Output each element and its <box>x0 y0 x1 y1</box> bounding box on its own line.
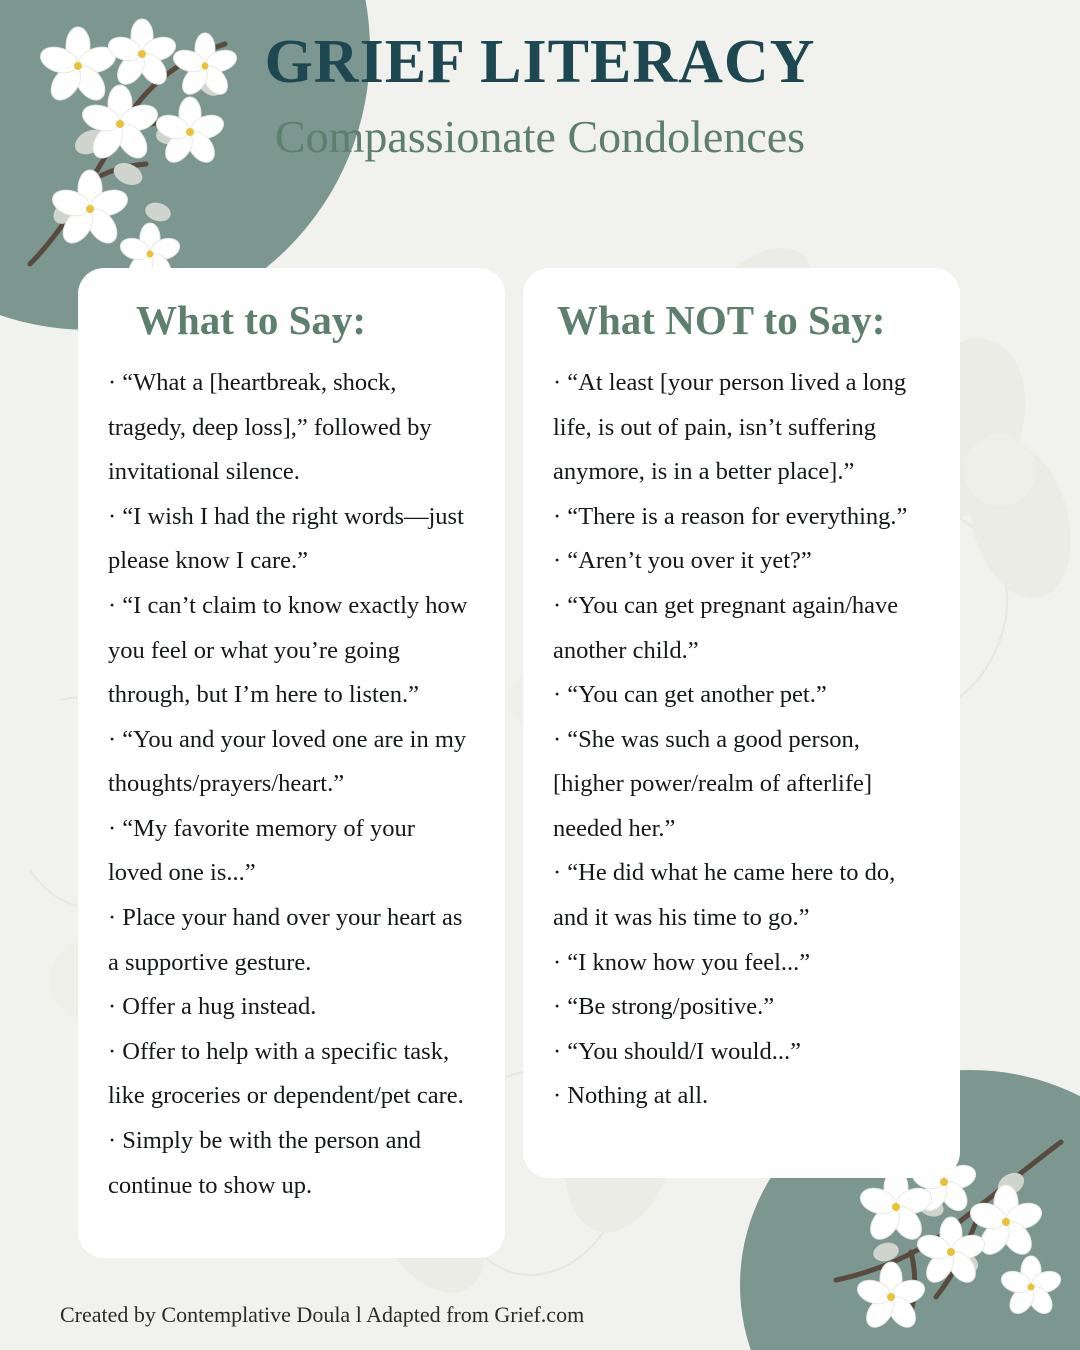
content-columns <box>78 268 1020 1258</box>
what-to-say-heading: What to Say: <box>136 297 367 343</box>
list-item: · Place your hand over your heart as a supportive gesture. <box>108 896 475 985</box>
what-to-say-list <box>108 361 475 1208</box>
list-item: · “There is a reason for everything.” <box>553 495 930 540</box>
what-not-to-say-list <box>553 361 930 1119</box>
list-item: · “He did what he came here to do, and it was his time to go.” <box>553 851 930 940</box>
list-item: · Offer to help with a specific task, like groceries or dependent/pet care. <box>108 1030 475 1119</box>
what-not-to-say-card <box>523 268 960 1178</box>
list-item: · “I wish I had the right words—just please know I care.” <box>108 495 475 584</box>
list-item: · Simply be with the person and continue to show up. <box>108 1119 475 1208</box>
list-item: · “I know how you feel...” <box>553 941 930 986</box>
list-item: · “Aren’t you over it yet?” <box>553 539 930 584</box>
list-item: · “You and your loved one are in my thoughts/prayers/heart.” <box>108 718 475 807</box>
page-subtitle: Compassionate Condolences <box>274 111 806 163</box>
poster-header <box>0 30 1080 161</box>
list-item: · “You can get another pet.” <box>553 673 930 718</box>
list-item: · “You can get pregnant again/have another child.” <box>553 584 930 673</box>
list-item: · “Be strong/positive.” <box>553 985 930 1030</box>
what-to-say-card <box>78 268 505 1258</box>
page-title: GRIEF LITERACY <box>264 28 816 96</box>
list-item: · “What a [heartbreak, shock, tragedy, deep loss],” followed by invitational silence. <box>108 361 475 495</box>
footer-credit: Created by Contemplative Doula l Adapted from Grief.com <box>60 1302 585 1327</box>
list-item: · “I can’t claim to know exactly how you feel or what you’re going through, but I’m here to listen.” <box>108 584 475 718</box>
list-item: · “My favorite memory of your loved one is...” <box>108 807 475 896</box>
what-not-to-say-heading: What NOT to Say: <box>557 297 886 343</box>
list-item: · “She was such a good person, [higher power/realm of afterlife] needed her.” <box>553 718 930 852</box>
list-item: · Nothing at all. <box>553 1074 930 1119</box>
list-item: · “You should/I would...” <box>553 1030 930 1075</box>
list-item: · Offer a hug instead. <box>108 985 475 1030</box>
list-item: · “At least [your person lived a long life, is out of pain, isn’t suffering anymore, is in a better place].” <box>553 361 930 495</box>
